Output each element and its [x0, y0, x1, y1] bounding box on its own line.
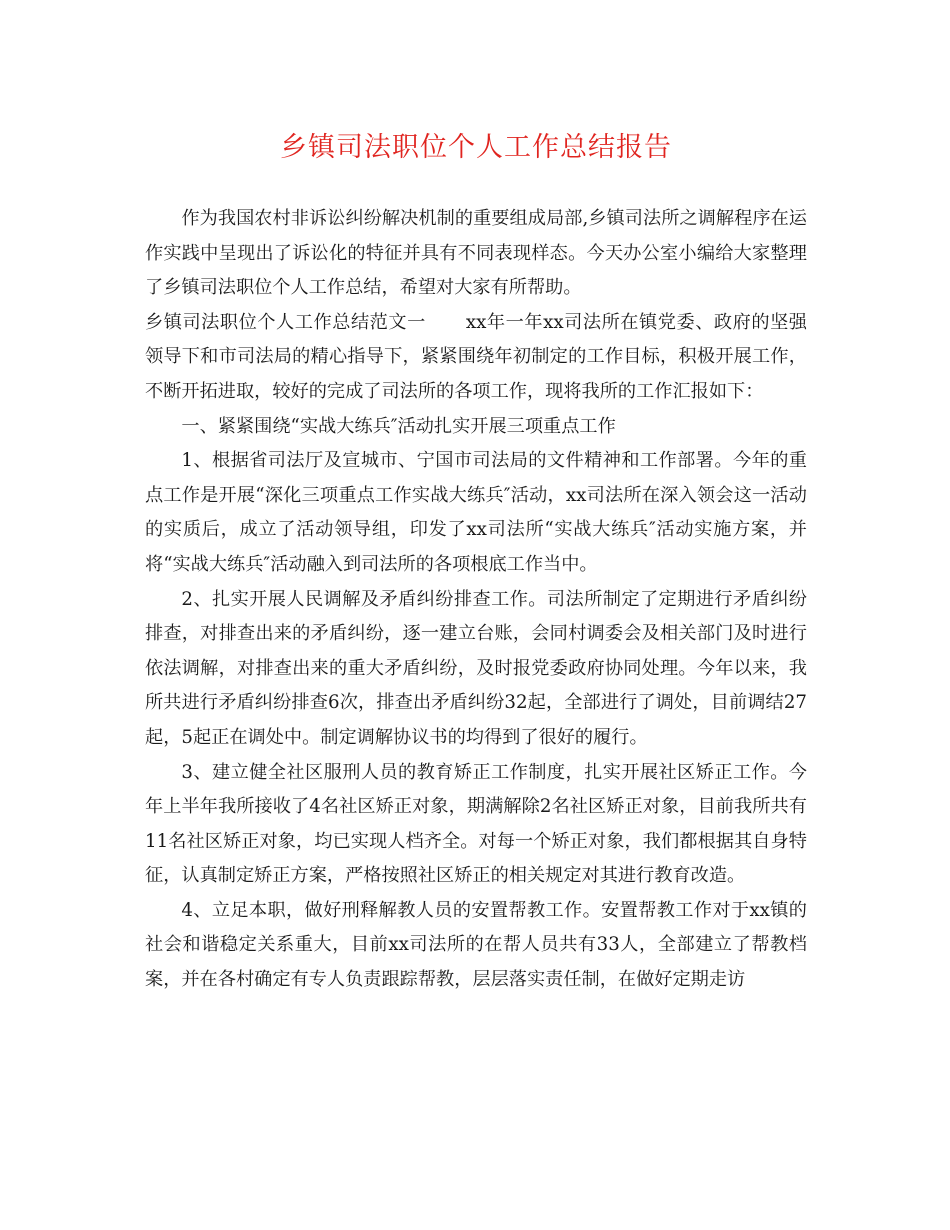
- item3-paragraph: 3、建立健全社区服刑人员的教育矫正工作制度，扎实开展社区矫正工作。今年上半年我所接收了4名社区矫正对象，期满解除2名社区矫正对象，目前我所共有11名社区矫正对象，均已实现人档齐全。对每一个矫正对象，我们都根据其自身特征，认真制定矫正方案，严格按照社区矫正的相关规定对其进行教育改造。: [145, 761, 807, 887]
- item1-paragraph: 1、根据省司法厅及宣城市、宁国市司法局的文件精神和工作部署。今年的重点工作是开展“深化三项重点工作实战大练兵″活动，xx司法所在深入领会这一活动的实质后，成立了活动领导组，印发了xx司法所“实战大练兵″活动实施方案，并将“实战大练兵″活动融入到司法所的各项根底工作当中。: [145, 450, 807, 575]
- document-body: [145, 202, 807, 998]
- sample-paragraph: [145, 306, 807, 410]
- intro-paragraph: 作为我国农村非诉讼纠纷解决机制的重要组成局部,乡镇司法所之调解程序在运作实践中呈现出了诉讼化的特征并具有不同表现样态。今天办公室小编给大家整理了乡镇司法职位个人工作总结，希望对大家有所帮助。: [145, 208, 807, 299]
- sample-label: 乡镇司法职位个人工作总结范文一: [145, 311, 426, 333]
- item2-paragraph: 2、扎实开展人民调解及矛盾纠纷排查工作。司法所制定了定期进行矛盾纠纷排查，对排查出来的矛盾纠纷，逐一建立台账，会同村调委会及相关部门及时进行依法调解，对排查出来的重大矛盾纠纷，及时报党委政府协同处理。今年以来，我所共进行矛盾纠纷排查6次，排查出矛盾纠纷32起，全部进行了调处，目前调结27起，5起正在调处中。制定调解协议书的均得到了很好的履行。: [145, 588, 807, 748]
- sample-text: xx年一年xx司法所在镇党委、政府的坚强领导下和市司法局的精心指导下，紧紧围绕年初制定的工作目标，积极开展工作，不断开拓进取，较好的完成了司法所的各项工作，现将我所的工作汇报如下：: [145, 311, 807, 402]
- item4-paragraph: 4、立足本职，做好刑释解教人员的安置帮教工作。安置帮教工作对于xx镇的社会和谐稳定关系重大，目前xx司法所的在帮人员共有33人，全部建立了帮教档案，并在各村确定有专人负责跟踪帮教，层层落实责任制，在做好定期走访: [145, 899, 807, 991]
- document-title: 乡镇司法职位个人工作总结报告: [280, 132, 672, 163]
- section1-heading: 一、紧紧围绕“实战大练兵″活动扎实开展三项重点工作: [181, 415, 616, 437]
